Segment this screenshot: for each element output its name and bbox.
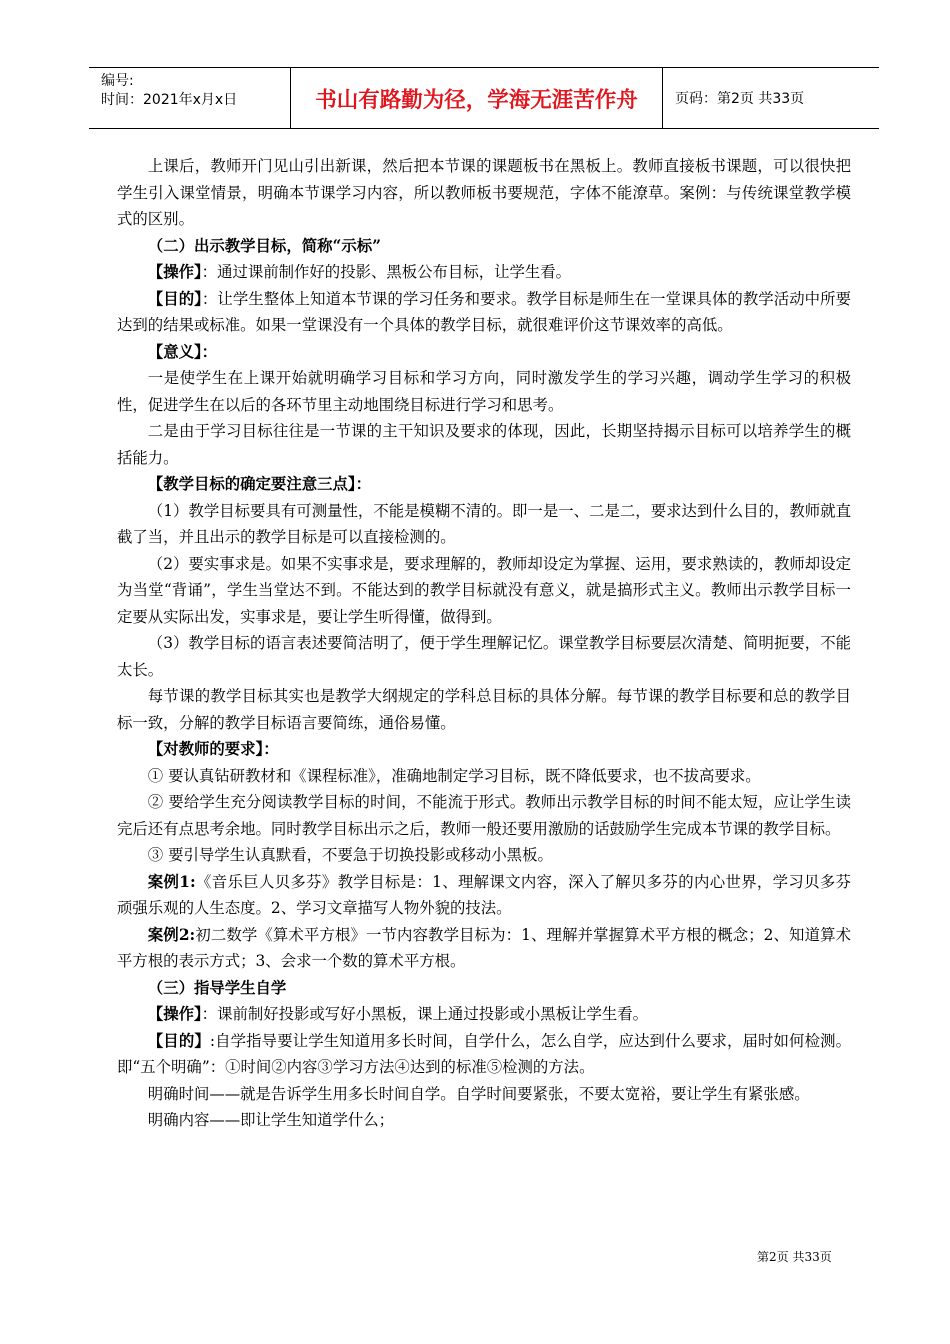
page-footer: 第2页 共33页 [757,1250,832,1264]
page-header [89,67,879,129]
paragraph: 案例1:《音乐巨人贝多芬》教学目标是：1、理解课文内容，深入了解贝多芬的内心世界，学习贝多芬顽强乐观的人生态度。2、学习文章描写人物外貌的技法。 [117,872,852,917]
paragraph: 二是由于学习目标往往是一节课的主干知识及要求的体现，因此，长期坚持揭示目标可以培养学生的概括能力。 [117,422,851,467]
subheading: 【意义】： [147,342,218,361]
list-item: ③ 要引导学生认真默看，不要急于切换投影或移动小黑板。 [147,846,553,864]
paragraph-label: 【目的】 [147,1031,210,1050]
paragraph: 案例2:初二数学《算术平方根》一节内容教学目标为：1、理解并掌握算术平方根的概念；2、知道算术平方根的表示方式；3、会求一个数的算术平方根。 [117,925,851,970]
paragraph: 一是使学生在上课开始就明确学习目标和学习方向，同时激发学生的学习兴趣，调动学生学习的积极性，促进学生在以后的各环节里主动地围绕目标进行学习和思考。 [117,369,851,414]
paragraph: 【目的】：让学生整体上知道本节课的学习任务和要求。教学目标是师生在一堂课具体的教学活动中所要达到的结果或标准。如果一堂课没有一个具体的教学目标，就很难评价这节课效率的高低。 [117,289,851,334]
section-heading: （二）出示教学目标，简称“示标” [147,236,381,255]
header-page-number: 页码：第2页 共33页 [675,91,805,107]
paragraph-label: 【操作】 [147,1005,202,1023]
paragraph: （3）教学目标的语言表述要简洁明了，便于学生理解记忆。课堂教学目标要层次清楚、简明扼要，不能太长。 [117,634,851,679]
paragraph: 明确内容——即让学生知道学什么； [147,1111,395,1129]
paragraph: 【操作】：课前制好投影或写好小黑板，课上通过投影或小黑板让学生看。 [147,1005,649,1023]
subheading: 【教学目标的确定要注意三点】： [147,475,371,493]
paragraph-label: 【目的】 [147,289,202,308]
paragraph: 上课后，教师开门见山引出新课，然后把本节课的课题板书在黑板上。教师直接板书课题，可以很快把学生引入课堂情景，明确本节课学习内容，所以教师板书要规范，字体不能潦草。案例：与传统课堂教学模式的区别。 [117,157,851,228]
document-body [117,153,851,1134]
list-item: ① 要认真钻研教材和《课程标准》，准确地制定学习目标，既不降低要求，也不拔高要求。 [147,766,761,785]
paragraph: （2）要实事求是。如果不实事求是，要求理解的，教师却设定为掌握、运用，要求熟读的，教师却设定为当堂“背诵”，学生当堂达不到。不能达到的教学目标就没有意义，就是搞形式主义。教师出示教学目标一定要从实际出发，实事求是，要让学生听得懂，做得到。 [117,554,851,626]
section-heading: （三）指导学生自学 [147,978,287,997]
doc-id-label: 编号: [101,73,134,89]
paragraph: （1）教学目标要具有可测量性，不能是模糊不清的。即一是一、二是二，要求达到什么目的，教师就直截了当，并且出示的教学目标是可以直接检测的。 [117,501,851,546]
header-motto: 书山有路勤为径，学海无涯苦作舟 [290,68,663,128]
doc-time-label: 时间：2021年x月x日 [101,92,238,108]
paragraph-label: 案例2: [147,925,196,944]
paragraph: 【操作】：通过课前制作好的投影、黑板公布目标，让学生看。 [147,263,572,281]
paragraph-label: 【操作】 [147,263,202,281]
paragraph: 每节课的教学目标其实也是教学大纲规定的学科总目标的具体分解。每节课的教学目标要和总的教学目标一致，分解的教学目标语言要简练，通俗易懂。 [117,687,851,732]
header-meta [89,68,290,128]
subheading: 【对教师的要求】： [147,740,279,758]
paragraph: 明确时间——就是告诉学生用多长时间自学。自学时间要紧张，不要太宽裕，要让学生有紧张感。 [147,1084,810,1103]
paragraph-label: 案例1: [147,872,196,891]
list-item: ② 要给学生充分阅读教学目标的时间，不能流于形式。教师出示教学目标的时间不能太短，应让学生读完后还有点思考余地。同时教学目标出示之后，教师一般还要用激励的话鼓励学生完成本节课的教学目标。 [117,793,851,838]
paragraph: 【目的】:自学指导要让学生知道用多长时间，自学什么，怎么自学，应达到什么要求，届时如何检测。即“五个明确”：①时间②内容③学习方法④达到的标准⑤检测的方法。 [117,1031,851,1076]
